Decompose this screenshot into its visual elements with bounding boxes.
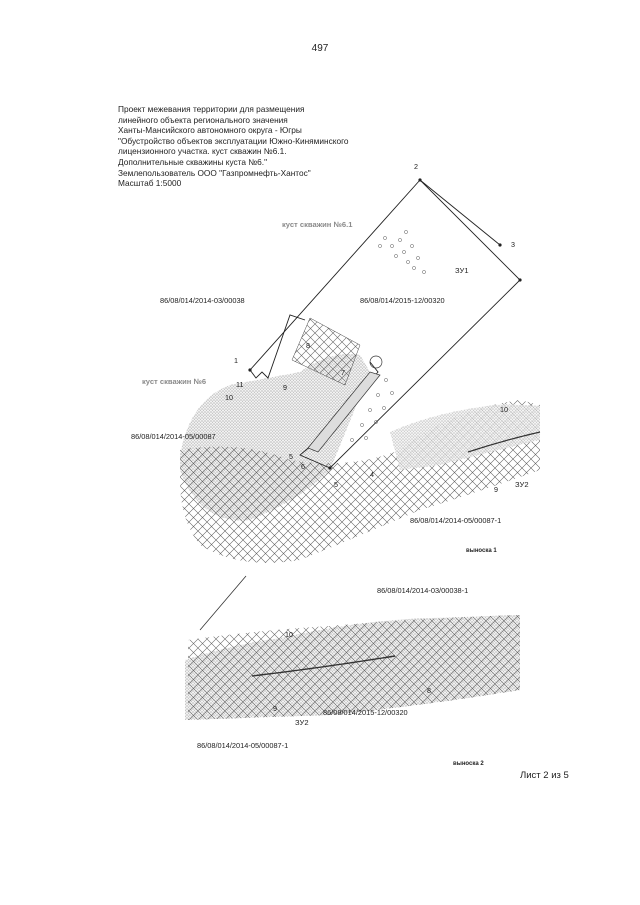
point-number: 9 [494,485,498,494]
point-number: 7 [341,368,345,377]
title-line: Дополнительные скважины куста №6." [118,156,268,167]
well-markers [350,230,425,441]
title-line: лицензионного участка. куст скважин №6.1. [118,146,287,157]
page-number: 497 [311,43,329,54]
node-circle [370,356,382,368]
label-zu2: ЗУ2 [515,480,529,489]
cadastral-number: 86/08/014/2014-05/00087-1 [197,741,289,750]
point-number: 5 [334,480,338,489]
label-zu2: ЗУ2 [295,718,309,727]
cadastral-number: 86/08/014/2015-12/00320 [360,296,445,305]
point-number: 10 [285,630,293,639]
point-number: 10 [500,405,508,414]
point-number: 4 [370,470,374,479]
cadastral-number: 86/08/014/2014-05/00087 [131,432,216,441]
title-line: Масштаб 1:5000 [118,178,182,189]
title-line: Ханты-Мансийского автономного округа - Югры [118,125,302,136]
inset-pointer-line [200,576,246,630]
cadastral-number: 86/08/014/2014-03/00038 [160,296,245,305]
sheet-label: Лист 2 из 5 [520,770,569,781]
parcel-boundary-inner [250,315,305,378]
label-kust-6: куст скважин №6 [142,377,207,386]
title-line: линейного объекта регионального значения [118,114,288,125]
title-line: "Обустройство объектов эксплуатации Южно-Киняминского [118,135,349,146]
inset-hatched-area [188,615,520,720]
title-block [118,104,378,189]
point-number: 2 [414,162,418,171]
point-number: 11 [236,380,244,389]
point-number: 8 [306,341,310,350]
point-number: 10 [225,393,233,402]
label-kust-61: куст скважин №6.1 [282,220,353,229]
cadastral-number: 86/08/014/2014-05/00087-1 [410,516,502,525]
vynoska-2-label: выноска 2 [453,761,484,767]
label-zu1: ЗУ1 [455,266,469,275]
cadastral-number: 86/08/014/2014-03/00038-1 [377,586,469,595]
point-number: 3 [511,240,515,249]
point-number: 5 [289,452,293,461]
title-line: Проект межевания территории для размещения [118,104,305,114]
point-number: 6 [301,462,305,471]
cadastral-number: 86/08/014/2015-12/00320 [323,708,408,717]
title-line: Землепользователь ООО "Газпромнефть-Хантос" [118,167,311,178]
point-number: 1 [234,356,238,365]
point-number: 8 [427,686,431,695]
vynoska-1-label: выноска 1 [466,548,497,554]
point-number: 9 [283,383,287,392]
point-number: 9 [273,704,277,713]
